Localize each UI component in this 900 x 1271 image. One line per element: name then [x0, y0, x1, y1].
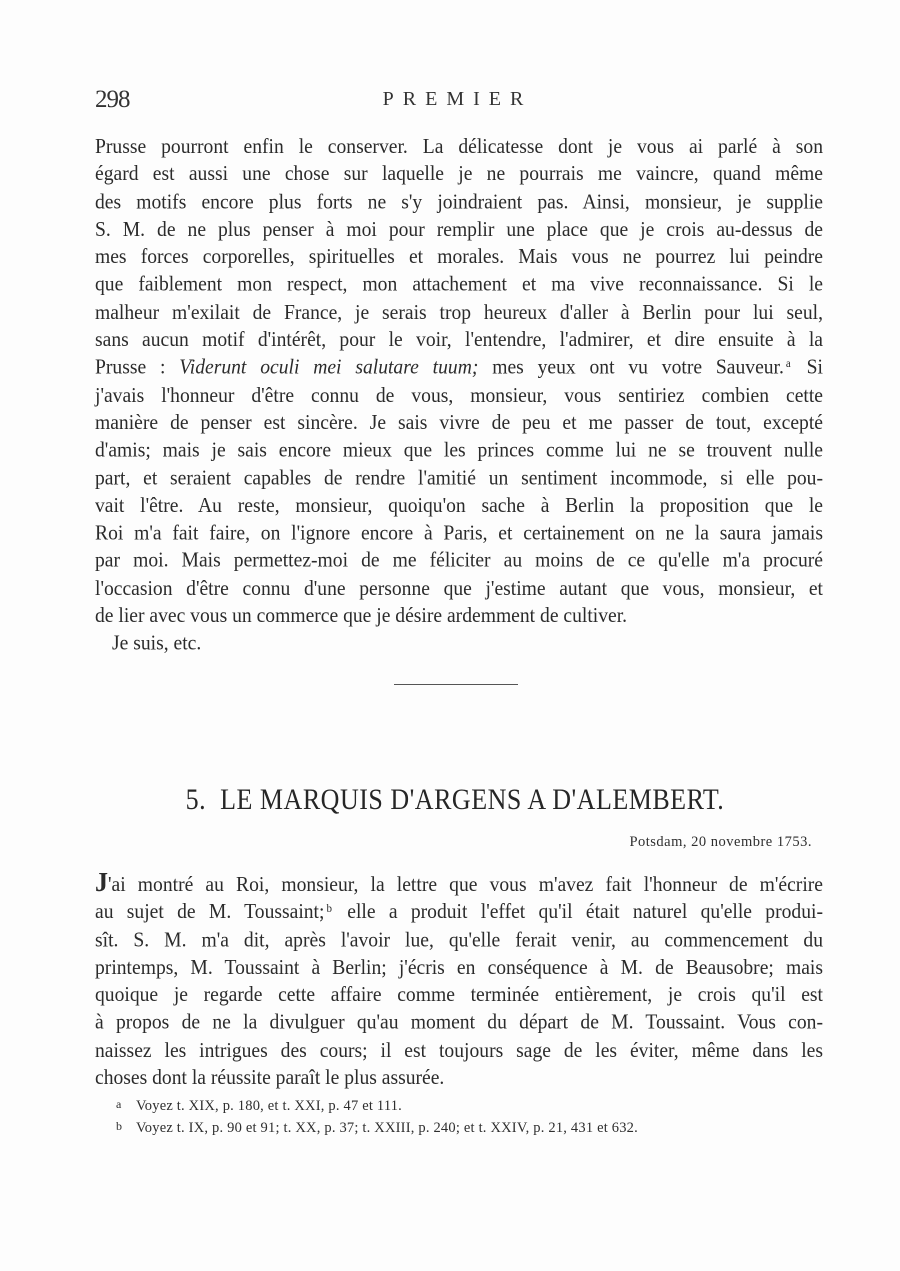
text-segment: mes yeux ont vu votre Sauveur.: [478, 356, 784, 380]
text-line: naissez les intrigues des cours; il est toujours sage de les éviter, même dans les: [95, 1039, 823, 1062]
dateline: Potsdam, 20 novembre 1753.: [629, 834, 812, 850]
text-line: Roi m'a fait faire, on l'ignore encore à Paris, et certainement on ne la saura jamais: [95, 522, 823, 545]
text-line: à propos de ne la divulguer qu'au moment du départ de M. Toussaint. Vous con-: [95, 1012, 823, 1035]
letter-title: [0, 783, 900, 817]
text-line: malheur m'exilait de France, je serais trop heureux d'aller à Berlin pour lui seul,: [95, 301, 823, 324]
footnote-ref-b[interactable]: b: [326, 902, 332, 916]
text-line: j'avais l'honneur d'être connu de vous, monsieur, vous sentiriez combien cette: [95, 384, 823, 407]
first-line: [95, 866, 823, 900]
text-line: sît. S. M. m'a dit, après l'avoir lue, qu'elle ferait venir, au commencement du: [95, 929, 823, 952]
text-line: par moi. Mais permettez-moi de me féliciter au moins de ce qu'elle m'a procuré: [95, 550, 823, 573]
text-line: l'occasion d'être connu d'une personne que j'estime autant que vous, monsieur, et: [95, 577, 823, 600]
text-line: vait l'être. Au reste, monsieur, quoiqu'on sache à Berlin la proposition que le: [95, 495, 823, 518]
letter-body: [95, 866, 823, 1093]
footnote-text: Voyez t. IX, p. 90 et 91; t. XX, p. 37; t. XXIII, p. 240; et t. XXIV, p. 21, 431 et 632.: [136, 1120, 638, 1136]
running-head: PREMIER: [382, 88, 533, 110]
text-line: quoique je regarde cette affaire comme terminée entièrement, je crois qu'il est: [95, 984, 823, 1007]
text-segment: elle a produit l'effet qu'il était naturel qu'elle produi-: [333, 901, 823, 924]
footnote-mark: a: [116, 1097, 122, 1111]
drop-cap: J: [95, 866, 108, 898]
text-segment: Prusse :: [95, 356, 180, 380]
footnote-mark: b: [116, 1119, 123, 1133]
text-segment: Si: [792, 356, 823, 380]
footnotes: [116, 1094, 638, 1138]
latin-quote-line: [95, 355, 823, 383]
text-segment: au sujet de M. Toussaint;: [95, 901, 325, 924]
text-line: mes forces corporelles, spirituelles et morales. Mais vous ne pourrez lui peindre: [95, 246, 823, 269]
footnote-a: [116, 1094, 638, 1116]
footnote-text: Voyez t. XIX, p. 180, et t. XXI, p. 47 et 111.: [136, 1098, 403, 1114]
text-line: S. M. de ne plus penser à moi pour remplir une place que je crois au-dessus de: [95, 218, 823, 241]
footnote-ref-a[interactable]: a: [785, 358, 791, 371]
text-line: manière de penser est sincère. Je sais vivre de peu et me passer de tout, excepté: [95, 412, 823, 435]
text-line: sans aucun motif d'intérêt, pour le voir, l'entendre, l'admirer, et dire ensuite à la: [95, 329, 823, 352]
closing-formula: Je suis, etc.: [112, 633, 202, 656]
previous-letter-body: [95, 134, 823, 659]
text-line: d'amis; mais je sais encore mieux que les princes comme lui ne se trouvent nulle: [95, 439, 823, 462]
text-line: printemps, M. Toussaint à Berlin; j'écris en conséquence à M. de Beausobre; mais: [95, 956, 823, 979]
text-line: Prusse pourront enfin le conserver. La délicatesse dont je vous ai parlé à son: [95, 136, 823, 159]
latin-quote: Viderunt oculi mei salutare tuum;: [179, 356, 479, 380]
page-number: 298: [95, 86, 130, 113]
footnote-b: [116, 1116, 638, 1138]
text-line: que faiblement mon respect, mon attachement et ma vive reconnaissance. Si le: [95, 274, 823, 297]
text-line: des motifs encore plus forts ne s'y joindraient pas. Ainsi, monsieur, je supplie: [95, 191, 823, 214]
text-line: [95, 900, 823, 928]
section-divider: [394, 684, 518, 685]
text-line: de lier avec vous un commerce que je désire ardemment de cultiver.: [95, 605, 628, 628]
text-line: choses dont la réussite paraît le plus assurée.: [95, 1067, 445, 1090]
text-line: part, et seraient capables de rendre l'amitié un sentiment incommode, si elle pou-: [95, 467, 823, 490]
text-line: égard est aussi une chose sur laquelle je ne pourrais me vaincre, quand même: [95, 163, 823, 186]
letter-number: 5.: [185, 783, 207, 816]
text-segment: 'ai montré au Roi, monsieur, la lettre que vous m'avez fait l'honneur de m'écrire: [108, 874, 823, 897]
letter-heading: LE MARQUIS D'ARGENS A D'ALEMBERT.: [220, 783, 725, 816]
